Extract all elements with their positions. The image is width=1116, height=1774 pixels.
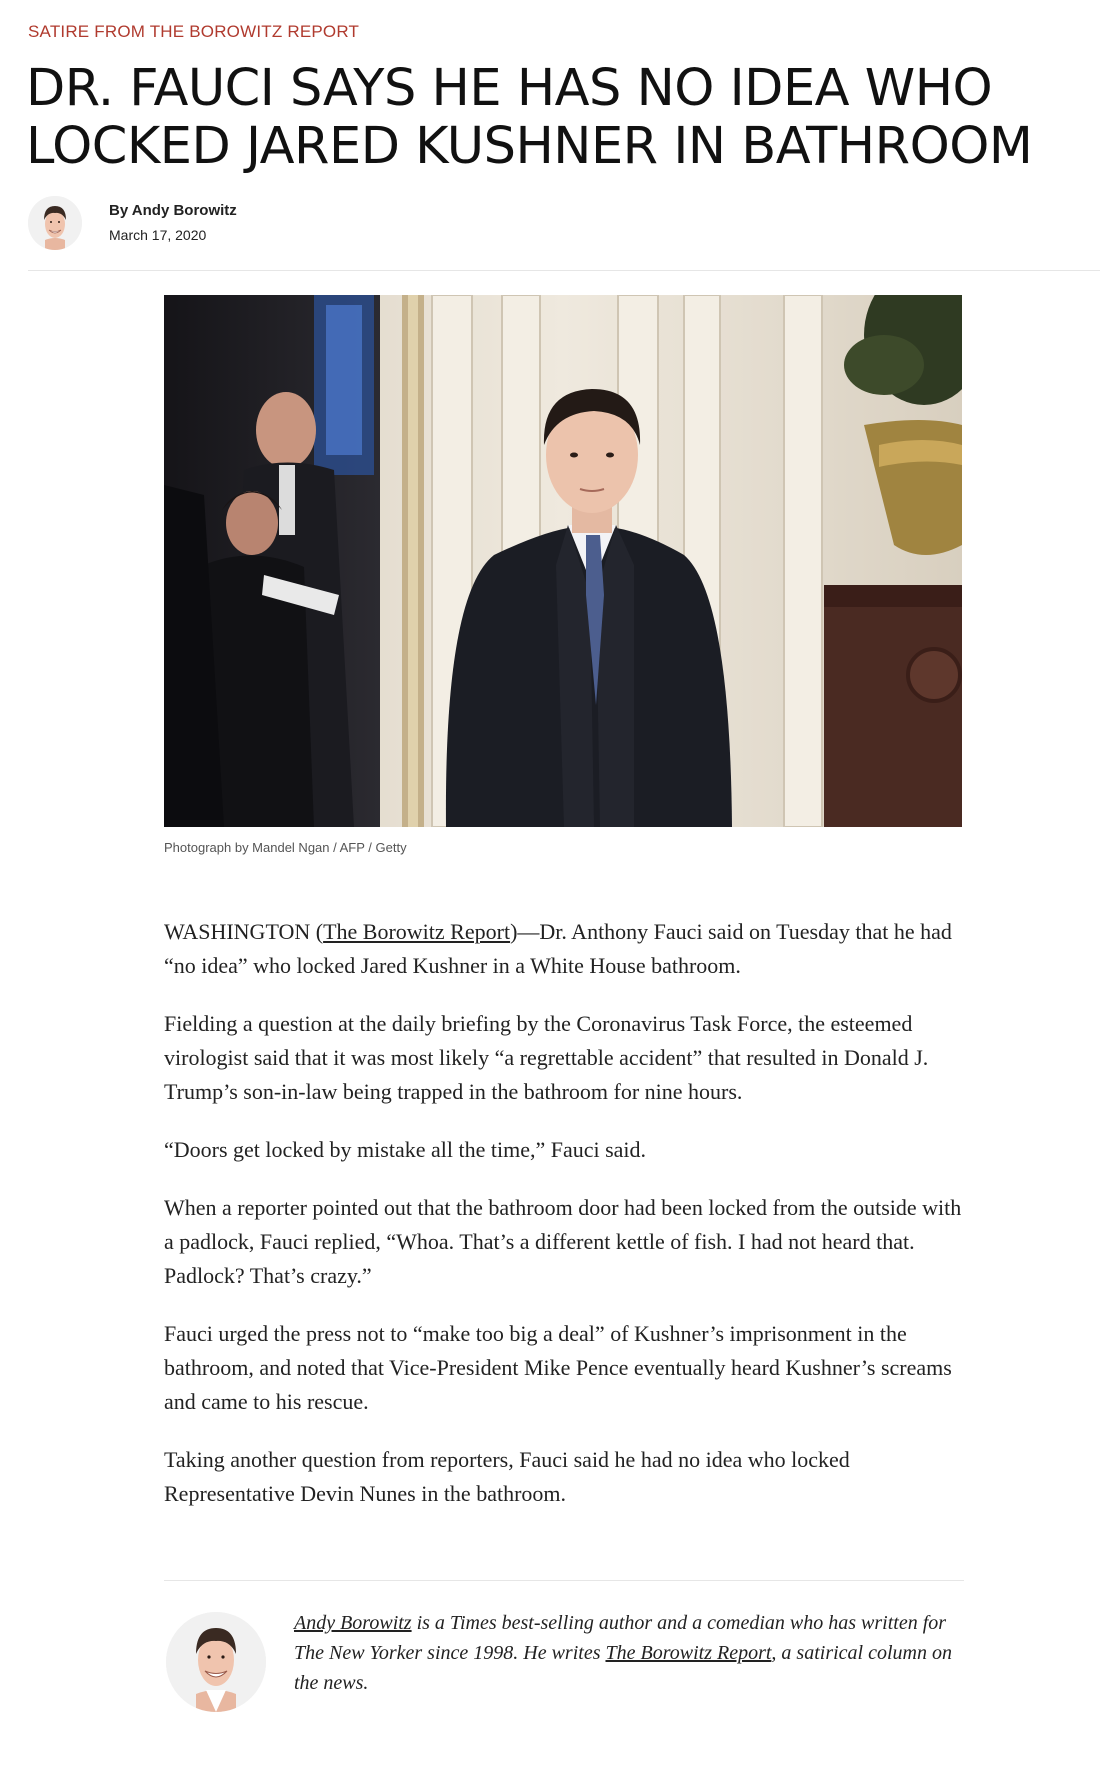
article-body xyxy=(164,915,964,1535)
bio-text-part: , a satirical column on the news. xyxy=(294,1642,952,1694)
paragraph xyxy=(164,915,964,983)
bio-text-part: is a Times best-selling author and a comedian who has written for The New Yorker since 1998. He writes xyxy=(294,1612,947,1664)
paragraph: Fielding a question at the daily briefing by the Coronavirus Task Force, the esteemed virologist said that it was most likely “a regrettable accident” that resulted in Donald J. Trump’s son-in-law being trapped in the bathroom for nine hours. xyxy=(164,1011,929,1104)
publish-date: March 17, 2020 xyxy=(109,227,207,243)
divider xyxy=(28,270,1100,271)
author-name-link[interactable]: Andy Borowitz xyxy=(294,1612,412,1634)
paragraph: “Doors get locked by mistake all the time,” Fauci said. xyxy=(164,1137,647,1162)
borowitz-report-column-link[interactable]: The Borowitz Report xyxy=(605,1642,772,1664)
lead-photo-illustration xyxy=(164,295,962,827)
paragraph-text: )—Dr. Anthony Fauci said on Tuesday that he had “no idea” who locked Jared Kushner in a White House bathroom. xyxy=(164,919,952,978)
byline xyxy=(28,193,237,253)
author-avatar[interactable] xyxy=(28,196,82,250)
divider xyxy=(164,1580,964,1581)
author-illustration-icon xyxy=(28,196,82,250)
borowitz-report-link[interactable]: The Borowitz Report xyxy=(323,919,511,944)
dateline-text: WASHINGTON ( xyxy=(164,919,324,944)
headline: DR. FAUCI SAYS HE HAS NO IDEA WHO LOCKED JARED KUSHNER IN BATHROOM xyxy=(26,59,1033,176)
lead-photo xyxy=(164,295,962,827)
paragraph: Taking another question from reporters, Fauci said he had no idea who locked Representative Devin Nunes in the bathroom. xyxy=(164,1447,850,1506)
author-bio xyxy=(166,1608,966,1712)
rubric-link[interactable]: SATIRE FROM THE BOROWITZ REPORT xyxy=(28,22,360,41)
bio-text xyxy=(294,1608,954,1698)
paragraph: Fauci urged the press not to “make too big a deal” of Kushner’s imprisonment in the bathroom, and noted that Vice-President Mike Pence eventually heard Kushner’s screams and came to his rescue. xyxy=(164,1321,952,1414)
photo-credit: Photograph by Mandel Ngan / AFP / Getty xyxy=(164,840,407,855)
author-illustration-icon xyxy=(166,1612,266,1712)
byline-author[interactable]: By Andy Borowitz xyxy=(109,202,237,219)
author-avatar-large[interactable] xyxy=(166,1612,266,1712)
paragraph: When a reporter pointed out that the bathroom door had been locked from the outside with a padlock, Fauci replied, “Whoa. That’s a different kettle of fish. I had not heard that. Padlock? That’s crazy.” xyxy=(164,1195,962,1288)
